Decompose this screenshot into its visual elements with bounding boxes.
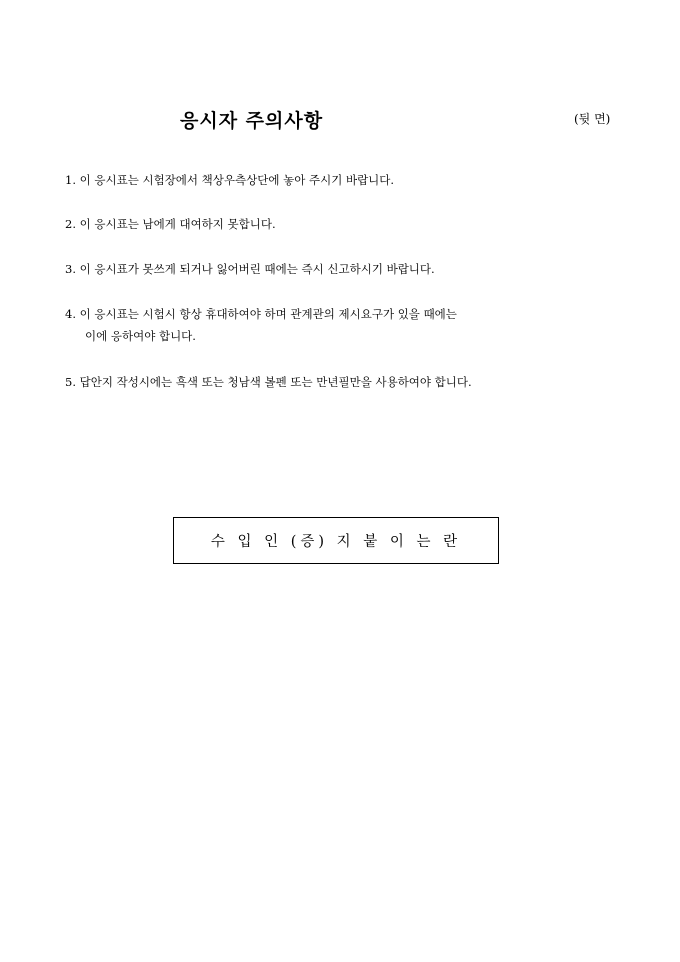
notice-item-2	[65, 215, 276, 234]
notice-text: 5. 답안지 작성시에는 흑색 또는 청남색 볼펜 또는 만년필만을 사용하여야 합니다.	[65, 375, 472, 389]
notice-text: 3. 이 응시표가 못쓰게 되거나 잃어버린 때에는 즉시 신고하시기 바랍니다.	[65, 262, 435, 276]
notice-text: 2. 이 응시표는 남에게 대여하지 못합니다.	[65, 217, 276, 231]
stamp-attach-box	[173, 517, 499, 564]
notice-text: 4. 이 응시표는 시험시 항상 휴대하여야 하며 관계관의 제시요구가 있을 때에는	[65, 307, 457, 321]
notice-text-continuation: 이에 응하여야 합니다.	[85, 329, 196, 343]
page-side-label: (뒷 면)	[574, 112, 611, 126]
notice-item-4	[65, 305, 457, 346]
notice-item-3	[65, 260, 435, 279]
notice-text: 1. 이 응시표는 시험장에서 책상우측상단에 놓아 주시기 바랍니다.	[65, 173, 395, 187]
notice-item-5	[65, 373, 472, 392]
stamp-box-label: 수 입 인 (증) 지 붙 이 는 란	[210, 534, 462, 550]
notice-item-1	[65, 171, 394, 190]
page-title: 응시자 주의사항	[180, 110, 324, 132]
